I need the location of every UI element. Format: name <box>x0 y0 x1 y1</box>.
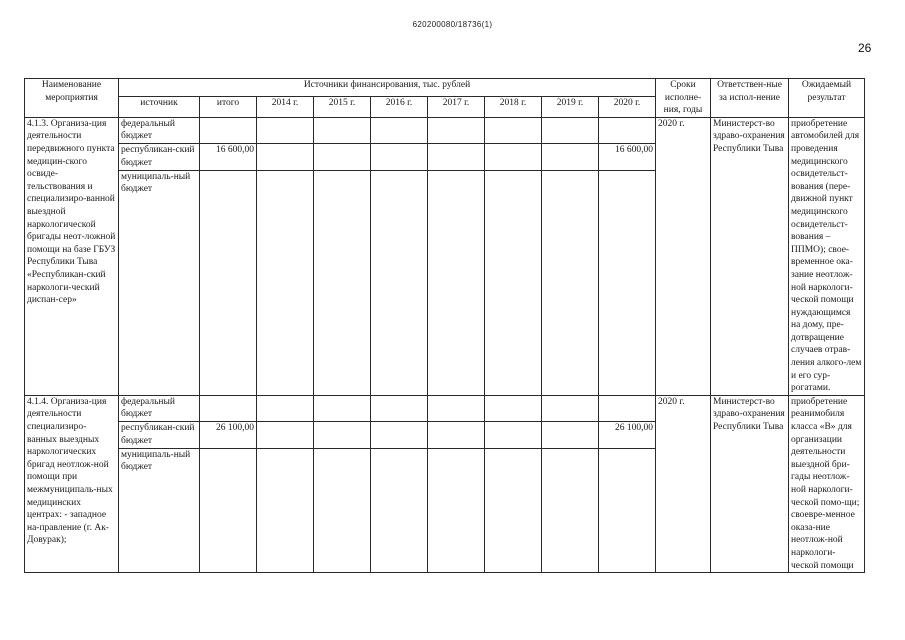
header-year: 2015 г. <box>314 96 371 117</box>
total-cell: 26 100,00 <box>200 422 257 448</box>
measure-name: 4.1.4. Организа-ция деятельности специализиро-ванных выездных наркологических бригад неотлож-ной помощи при межмуниципаль-ных медицинских центрах: - западное на-правление (г. Ак-Довурак); <box>25 395 119 572</box>
page-number: 26 <box>858 41 872 55</box>
source-label: республикан-ский бюджет <box>119 144 200 171</box>
total-cell <box>200 395 257 421</box>
year-2020-cell <box>599 170 656 395</box>
header-total: итого <box>200 96 257 117</box>
source-label: федеральный бюджет <box>119 395 200 421</box>
source-label: республикан-ский бюджет <box>119 422 200 448</box>
total-cell: 16 600,00 <box>200 144 257 171</box>
header-result: Ожидаемый результат <box>789 79 865 118</box>
source-label: муниципаль-ный бюджет <box>119 170 200 395</box>
measure-name: 4.1.3. Организа-ция деятельности передвижного пункта медицин-ского освиде-тельствования и специализиро-ванной выездной наркологической бригады неот-ложной помощи на базе ГБУЗ Республики Тыва «Республикан-ский наркологи-ческий диспан-сер» <box>25 117 119 395</box>
source-label: федеральный бюджет <box>119 117 200 144</box>
result-cell: приобретение реанимобиля класса «В» для организации деятельности выездной бри-гады неотлож-ной наркологи-ческой помо-щи; своевре-менное оказа-ние неотлож-ной наркологи-ческой помощи <box>789 395 865 572</box>
total-cell <box>200 170 257 395</box>
year-2020-cell <box>599 395 656 421</box>
header-year: 2018 г. <box>485 96 542 117</box>
header-name: Наименование мероприятия <box>25 79 119 118</box>
header-year: 2014 г. <box>257 96 314 117</box>
header-year: 2019 г. <box>542 96 599 117</box>
document-id: 620200080/18736(1) <box>412 20 493 29</box>
year-2020-cell <box>599 117 656 144</box>
deadline-cell: 2020 г. <box>656 395 711 572</box>
year-2020-cell: 16 600,00 <box>599 144 656 171</box>
header-year: 2020 г. <box>599 96 656 117</box>
header-source: источник <box>119 96 200 117</box>
year-2020-cell: 26 100,00 <box>599 422 656 448</box>
deadline-cell: 2020 г. <box>656 117 711 395</box>
total-cell <box>200 117 257 144</box>
header-responsible: Ответствен-ные за испол-нение <box>711 79 789 118</box>
result-cell: приобретение автомобилей для проведения медицинского освидетельст-вования (пере-движной пункт медицинского освидетельст-вования – ППМО); свое-временное ока-зание неотлож-ной наркологи-ческой помощи нуждающимся на дому, пре-дотвращение случаев отрав-ления алкого-лем и его сур-рогатами. <box>789 117 865 395</box>
header-year: 2017 г. <box>428 96 485 117</box>
header-year: 2016 г. <box>371 96 428 117</box>
responsible-cell: Министерст-во здраво-охранения Республики Тыва <box>711 395 789 572</box>
header-deadline: Сроки исполне-ния, годы <box>656 79 711 118</box>
funding-table <box>24 78 865 573</box>
responsible-cell: Министерст-во здраво-охранения Республики Тыва <box>711 117 789 395</box>
header-funding: Источники финансирования, тыс. рублей <box>119 79 656 97</box>
year-2020-cell <box>599 448 656 572</box>
source-label: муниципаль-ный бюджет <box>119 448 200 572</box>
total-cell <box>200 448 257 572</box>
